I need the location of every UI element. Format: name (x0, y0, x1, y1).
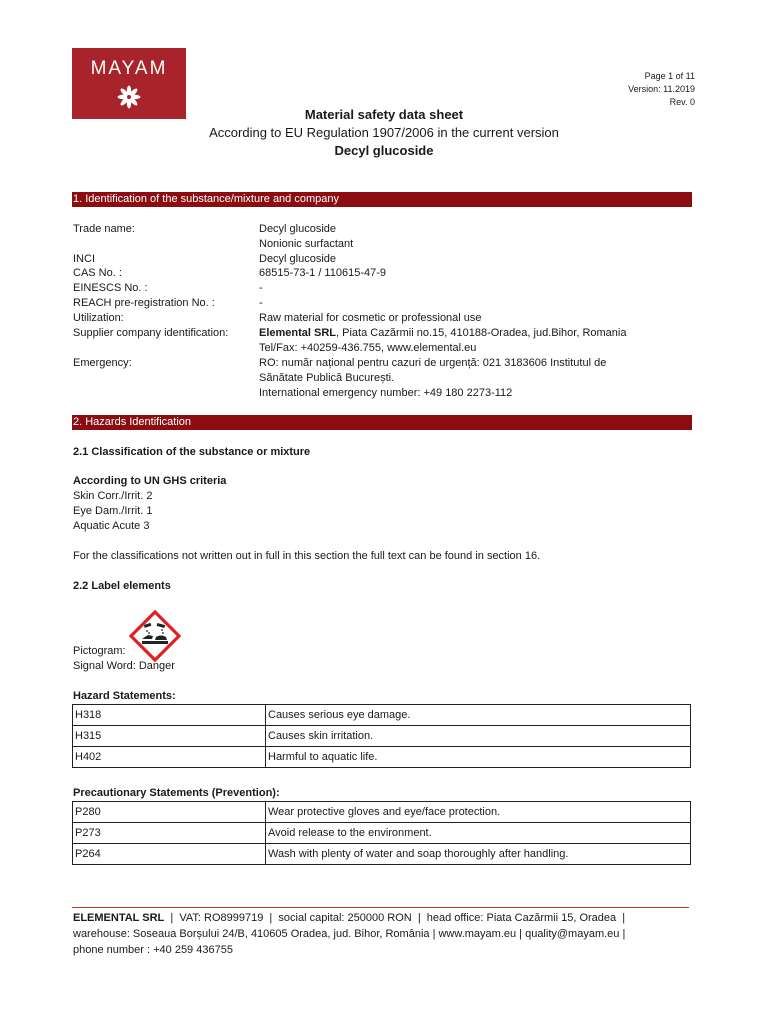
footer-details: | VAT: RO8999719 | social capital: 250000 RON | head office: Piata Cazărmii 15, Oradea | (164, 912, 626, 924)
info-value: Decyl glucoside (259, 253, 337, 265)
statement-code: P280 (73, 802, 266, 823)
info-value: 68515-73-1 / 110615-47-9 (259, 267, 387, 279)
emergency-line: RO: număr național pentru cazuri de urgență: 021 3183606 Institutul de (259, 357, 607, 369)
table-row (73, 726, 691, 747)
info-value: - (259, 282, 263, 294)
subsection-2-1-heading: 2.1 Classification of the substance or mixture (73, 446, 311, 458)
info-value: Nonionic surfactant (259, 238, 354, 250)
supplier-contact: Tel/Fax: +40259-436.755, www.elemental.eu (259, 342, 477, 354)
table-row (73, 823, 691, 844)
classification-item: Skin Corr./Irrit. 2 (73, 490, 153, 502)
corrosion-pictogram-icon (129, 610, 181, 662)
info-value: Decyl glucoside (259, 223, 337, 235)
info-label: Utilization: (73, 312, 124, 324)
emergency-label: Emergency: (73, 357, 132, 369)
footer-company: ELEMENTAL SRL (73, 912, 165, 924)
page-footer (73, 910, 693, 958)
table-row (73, 844, 691, 865)
hazard-statements-table (72, 704, 691, 768)
statement-text: Causes serious eye damage. (266, 705, 691, 726)
statement-code: P264 (73, 844, 266, 865)
statement-code: P273 (73, 823, 266, 844)
info-label: Trade name: (73, 223, 135, 235)
document-subtitle: According to EU Regulation 1907/2006 in the current version (209, 125, 559, 140)
pictogram-label: Pictogram: (73, 645, 126, 657)
supplier-address: , Piata Cazărmii no.15, 410188-Oradea, jud.Bihor, Romania (336, 327, 627, 339)
section-1-heading: 1. Identification of the substance/mixture and company (72, 192, 692, 207)
table-row (73, 747, 691, 768)
emergency-line: Sănătate Publică București. (259, 372, 395, 384)
classification-note: For the classifications not written out in full in this section the full text can be found in section 16. (73, 550, 541, 562)
page-info (628, 70, 695, 109)
statement-text: Causes skin irritation. (266, 726, 691, 747)
classification-item: Aquatic Acute 3 (73, 520, 150, 532)
statement-text: Avoid release to the environment. (266, 823, 691, 844)
statement-code: H315 (73, 726, 266, 747)
hazard-statements-heading: Hazard Statements: (73, 690, 176, 702)
precautionary-statements-heading: Precautionary Statements (Prevention): (73, 787, 280, 799)
page-number: Page 1 of 11 (644, 71, 695, 81)
info-label: REACH pre-registration No. : (73, 297, 215, 309)
footer-divider (72, 907, 689, 908)
supplier-label: Supplier company identification: (73, 327, 229, 339)
statement-code: H318 (73, 705, 266, 726)
signal-word: Signal Word: Danger (73, 660, 175, 672)
logo-text: MAYAM (90, 58, 168, 79)
statement-text: Harmful to aquatic life. (266, 747, 691, 768)
footer-line-1 (73, 910, 693, 926)
footer-line-3: phone number : +40 259 436755 (73, 944, 233, 956)
table-row (73, 705, 691, 726)
subsection-2-2-heading: 2.2 Label elements (73, 580, 171, 592)
supplier-company: Elemental SRL (259, 327, 337, 339)
footer-line-2: warehouse: Soseaua Borșului 24/B, 410605 Oradea, jud. Bihor, România | www.mayam.eu | quality@mayam.eu | (73, 928, 626, 940)
info-label: CAS No. : (73, 267, 122, 279)
classification-item: Eye Dam./Irrit. 1 (73, 505, 153, 517)
revision: Rev. 0 (669, 97, 695, 107)
supplier-value (259, 326, 719, 356)
info-label: EINESCS No. : (73, 282, 148, 294)
statement-text: Wear protective gloves and eye/face protection. (266, 802, 691, 823)
section-2-heading: 2. Hazards Identification (72, 415, 692, 430)
emergency-line: International emergency number: +49 180 2273-112 (259, 387, 513, 399)
ghs-heading: According to UN GHS criteria (73, 475, 227, 487)
table-row (73, 802, 691, 823)
info-value: - (259, 297, 263, 309)
document-header (0, 106, 768, 160)
statement-code: H402 (73, 747, 266, 768)
info-label: INCI (73, 253, 95, 265)
statement-text: Wash with plenty of water and soap thoroughly after handling. (266, 844, 691, 865)
document-title: Material safety data sheet (304, 107, 464, 122)
product-name: Decyl glucoside (334, 143, 434, 158)
emergency-value (259, 356, 719, 401)
version: Version: 11.2019 (628, 84, 695, 94)
precautionary-statements-table (72, 801, 691, 865)
info-value: Raw material for cosmetic or professional use (259, 312, 482, 324)
